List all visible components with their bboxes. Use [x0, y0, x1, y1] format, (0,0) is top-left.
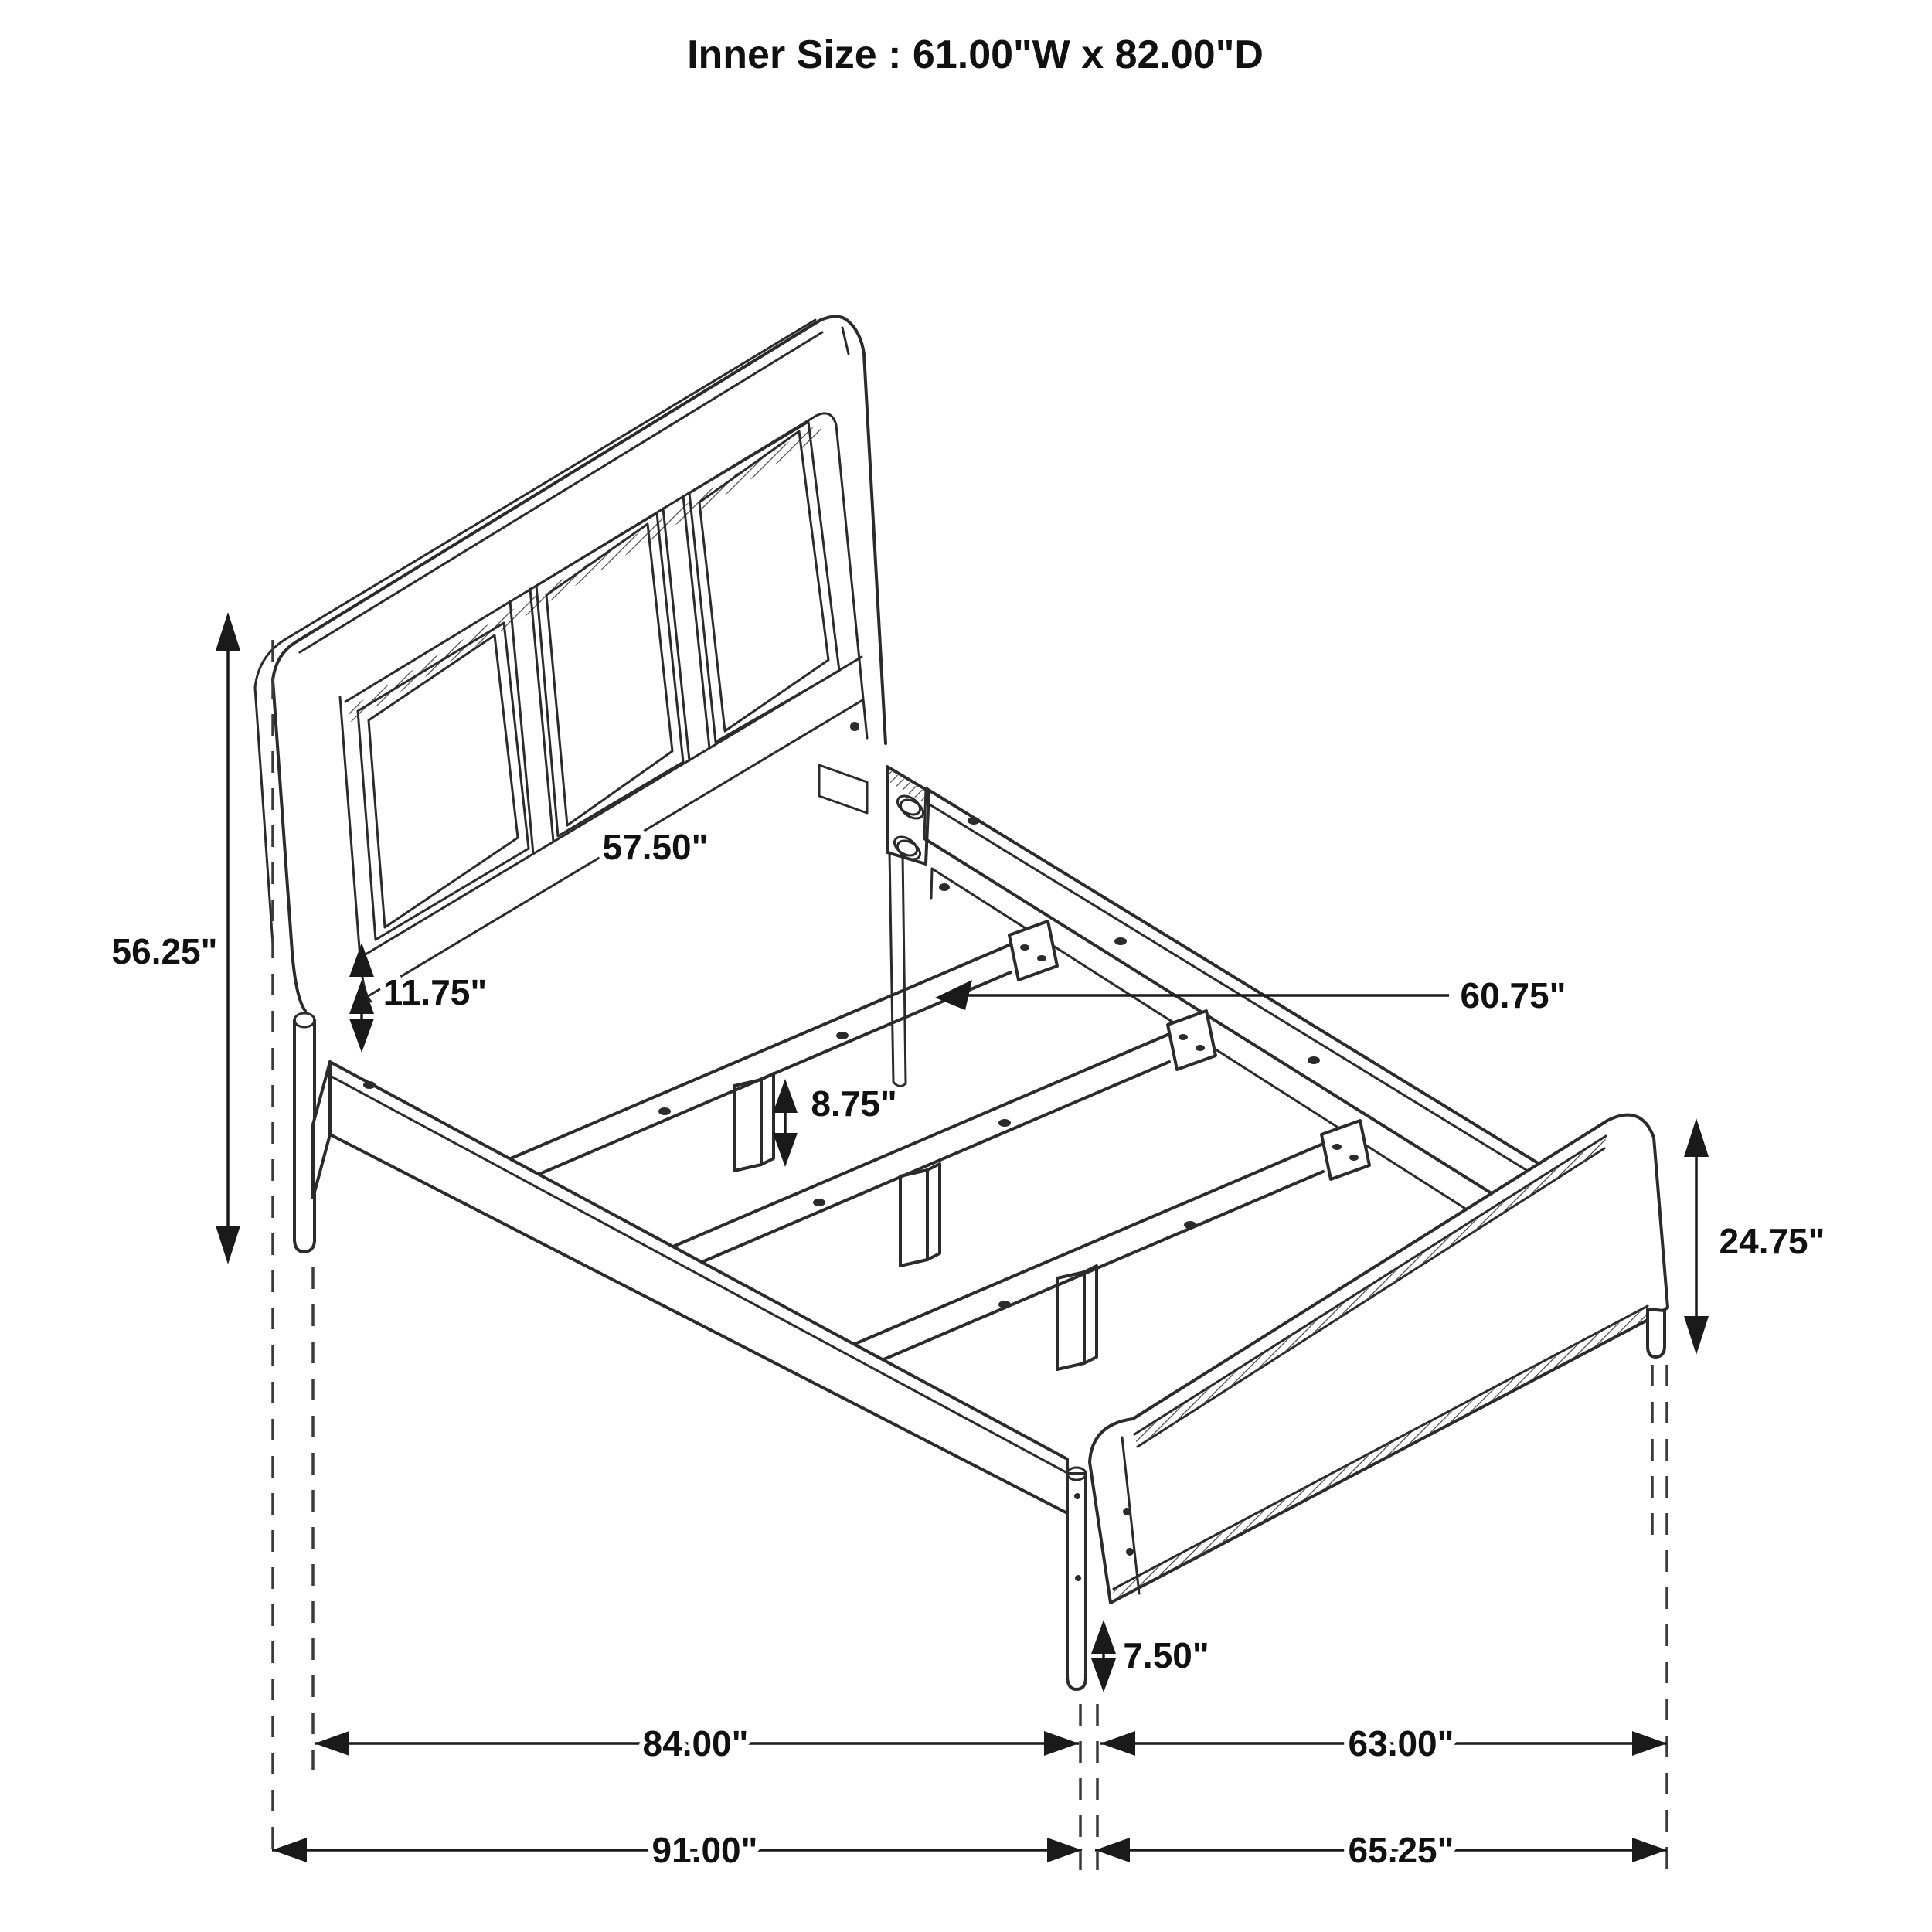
dim-headboard-height [112, 612, 240, 1264]
headboard-cleat [819, 765, 867, 813]
far-rail-screw-2 [1114, 937, 1127, 945]
footboard-stile-screw-1 [1123, 1508, 1131, 1515]
headboard-right-post [889, 852, 906, 1087]
headboard-corner-seam [842, 328, 849, 354]
dim-frame-length-label: 84.00" [642, 1723, 749, 1764]
slat-3-screw-1 [998, 1301, 1011, 1308]
slat-3-cap-screw-1 [1332, 1144, 1342, 1150]
far-rail-screw-1 [968, 817, 980, 825]
far-rail-ledge-screw [939, 883, 950, 891]
dim-center-leg-height-label: 8.75" [811, 1083, 897, 1124]
dim-footboard-leg-height [1091, 1620, 1209, 1692]
dim-slat-length [935, 975, 1566, 1015]
near-side-rail [313, 1062, 1067, 1513]
slat-1-screw-2 [836, 1032, 849, 1039]
headboard-bracket [887, 767, 929, 864]
far-rail-end-cap [924, 788, 926, 838]
dim-headboard-height-label: 56.25" [111, 931, 218, 971]
dim-footboard-span [1100, 1723, 1667, 1764]
headboard-piping-band [348, 423, 822, 722]
dim-panel-to-rail-label: 11.75" [383, 972, 488, 1012]
center-leg-1-side [761, 1073, 774, 1165]
headboard-panel-1-piping [369, 635, 518, 927]
dim-footboard-leg-height-label: 7.50" [1123, 1635, 1209, 1675]
slat-2-cap-screw-2 [1196, 1045, 1205, 1051]
dim-overall-length [272, 1830, 1082, 1870]
near-rail-top-lip [330, 1076, 1067, 1473]
headboard-left-leg-top [294, 1013, 315, 1027]
dim-center-leg-height [773, 1079, 897, 1167]
center-leg-2-side [927, 1164, 940, 1260]
slat-3-end-cap [1321, 1121, 1369, 1179]
headboard-left-stile-outer [273, 680, 305, 1011]
dim-footboard-height [1684, 1118, 1825, 1355]
footboard-leg-screw-2 [1075, 1575, 1081, 1581]
dim-frame-length [315, 1723, 1079, 1764]
center-leg-2 [900, 1164, 940, 1266]
dim-headboard-width-label: 57.50" [602, 827, 709, 867]
center-leg-1-front [734, 1080, 761, 1171]
slat-1-cap-screw-2 [1037, 955, 1046, 961]
headboard-outer-frame [273, 316, 886, 743]
headboard-top-second-line [300, 332, 822, 652]
footboard-leg-screw-1 [1074, 1493, 1080, 1499]
near-rail-screw [363, 1081, 376, 1089]
far-rail-ledge-end [931, 869, 932, 898]
dim-footboard-span-label: 63.00" [1348, 1723, 1454, 1764]
dim-overall-length-label: 91.00" [651, 1830, 758, 1870]
footboard [1067, 1115, 1668, 1689]
slat-2-screw-2 [998, 1119, 1011, 1127]
dim-footboard-height-label: 24.75" [1719, 1221, 1825, 1261]
slat-1-end-cap [1009, 921, 1057, 980]
near-rail-face [330, 1062, 1067, 1513]
slat-2-screw-1 [813, 1199, 825, 1206]
footboard-panel [1090, 1115, 1668, 1603]
dim-overall-width-span [1095, 1830, 1667, 1870]
slat-1-screw-1 [658, 1107, 671, 1115]
slat-2-cap-screw-1 [1179, 1034, 1188, 1040]
footboard-near-leg [1067, 1468, 1086, 1689]
slat-3-cap-screw-2 [1349, 1155, 1359, 1161]
dim-slat-length-label: 60.75" [1460, 975, 1566, 1015]
footboard-near-leg-body [1067, 1474, 1086, 1689]
dim-panel-to-rail [349, 943, 487, 1053]
center-leg-3-side [1084, 1266, 1097, 1363]
headboard-stile-screw [850, 722, 859, 731]
headboard-back-left-edge [255, 688, 273, 944]
headboard-panels [358, 422, 839, 940]
center-leg-2-front [900, 1170, 927, 1266]
footboard-stile-screw-2 [1126, 1548, 1134, 1556]
slat-2-end-cap [1168, 1011, 1216, 1070]
far-rail-screw-3 [1308, 1056, 1320, 1064]
slat-3-screw-2 [1184, 1221, 1196, 1229]
headboard-right-post-body [889, 852, 906, 1087]
dim-overall-width-span-label: 65.25" [1348, 1830, 1454, 1870]
footboard-far-leg [1648, 1309, 1665, 1357]
page-title: Inner Size : 61.00"W x 82.00"D [687, 32, 1264, 77]
headboard-mullion-1 [510, 589, 553, 854]
center-leg-3-front [1057, 1272, 1084, 1369]
slat-1-cap-screw-1 [1020, 944, 1029, 951]
